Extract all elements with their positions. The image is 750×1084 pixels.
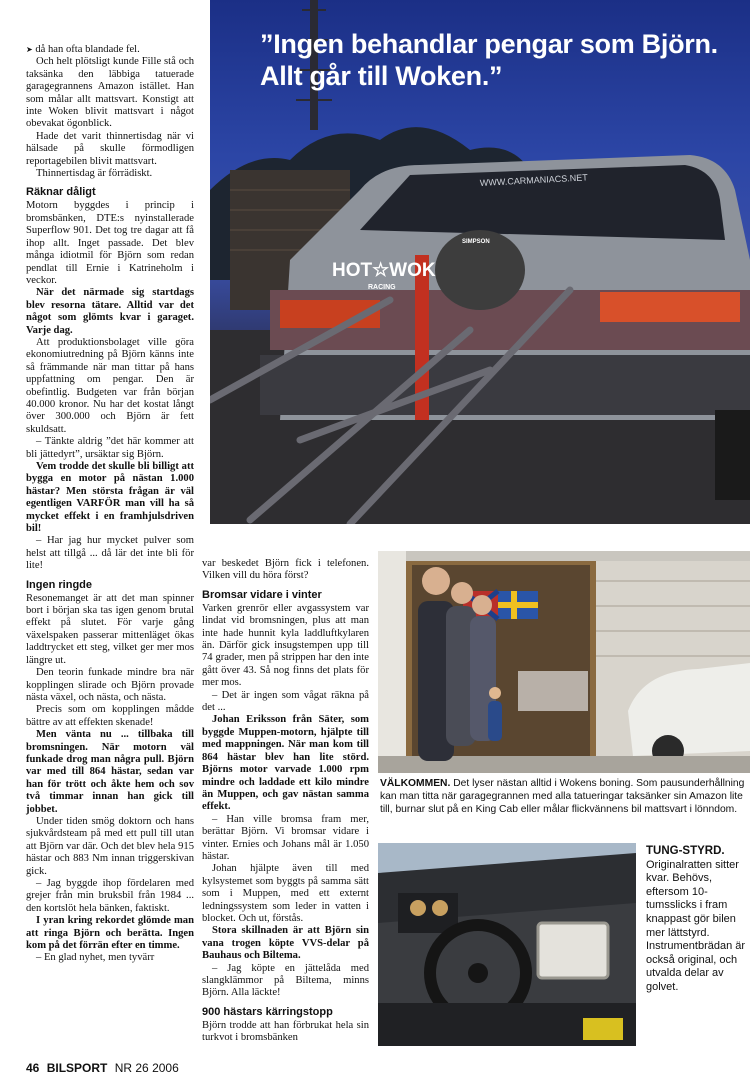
issue-label: NR 26 2006 xyxy=(114,1061,179,1075)
caption-heading: TUNG-STYRD. xyxy=(646,845,725,857)
paragraph: Varken grenrör eller avgassystem var lindat vid bromsningen, plus att man inte hade hunnit kyla laddluftkylaren än. Därför gick insugstempen upp till 74 grader, men på strippen har den inte gått över 43. Så nog finns det plats för mer mos. xyxy=(202,602,369,689)
column1-lead-text: då han ofta blandade fel. xyxy=(35,44,140,55)
paragraph-bold: Men vänta nu ... tillbaka till bromsningen. När motorn väl funkade drog man några pull. Björn var med till 864 hästar, sedan var han för trött och åkte hem och sov två timmar innan han gick till jobbet. xyxy=(26,729,194,815)
interior-photo xyxy=(378,843,636,1046)
paragraph-bold: I yran kring rekordet glömde man att ringa Björn och berätta. Ingen kom på det förrän efter en timme. xyxy=(26,915,194,952)
paragraph: Precis som om kopplingen mådde bättre av att effekten skenade! xyxy=(26,704,194,728)
section-heading-karringstopp: 900 hästars kärringstopp xyxy=(202,1005,333,1018)
paragraph-bold: Johan Eriksson från Säter, som byggde Muppen-motorn, hjälpte till med mappningen. När man kom till 864 hästar blev han lite störd. Björns motor varvade 1.000 rpm mindre och laddade ett kilo mindre än Muppen, och gav nästan samma effekt. xyxy=(202,714,369,813)
continuation-arrow-icon: ➤ xyxy=(26,45,33,54)
paragraph: – Har jag hur mycket pulver som helst att tillgå ... då lär det inte bli för lite! xyxy=(26,535,194,572)
windshield-url-decal: WWW.CARMANIACS.NET xyxy=(479,172,588,188)
paragraph-bold: Stora skillnaden är att Björn sin vana trogen köpte VVS-delar på Bauhaus och Biltema. xyxy=(202,925,369,962)
racing-decal: RACING xyxy=(368,284,396,291)
paragraph: Och helt plötsligt kunde Fille stå och taksänka den läbbiga tatuerade garagegrannens Amazon istället. Han som målar allt mattsvart. Konstigt att inte Woken blivit mattsvart i något obevakat ögonblick. xyxy=(26,56,194,130)
article-column-2 xyxy=(202,558,369,1045)
paragraph: – Det är ingen som vågat räkna på det ... xyxy=(202,689,369,714)
simpson-sticker: SIMPSON xyxy=(462,239,490,245)
paragraph-bold: När det närmade sig startdags blev resorna tätare. Alltid var det något som glömts kvar i garaget. Varje dag. xyxy=(26,287,194,336)
caption-text: Originalratten sitter kvar. Behövs, eftersom 10-tumsslicks i fram knappast gör bilen mer lättstyrd. Instrumentbrädan är också original, och utvalda delar av golvet. xyxy=(646,858,746,993)
paragraph: Hade det varit thinnertisdag när vi hälsade på skulle förmodligen reportagebilen blivit mattsvart. xyxy=(26,130,194,167)
caption-lead: VÄLKOMMEN. xyxy=(380,778,451,789)
paragraph: Johan hjälpte även till med kylsystemet som byggts på samma sätt som i Muppen, med ett externt ledningssystem som leder in vatten i blocket. Och ut, förstås. xyxy=(202,863,369,924)
paragraph-bold: Vem trodde det skulle bli billigt att bygga en motor på nästan 1.000 hästar? Men största frågan är väl egentligen VARFÖR man vill ha så mycket effekt i en framhjulsdriven bil! xyxy=(26,461,194,535)
paragraph: – Tänkte aldrig ”det här kommer att bli jättedyrt”, ursäktar sig Björn. xyxy=(26,436,194,460)
garage-photo xyxy=(378,551,750,773)
garage-photo-caption xyxy=(380,777,746,816)
page-number: 46 xyxy=(26,1061,40,1075)
column1-lead xyxy=(26,44,194,56)
interior-photo-illustration xyxy=(378,843,636,1046)
interior-photo-caption xyxy=(646,845,746,995)
paragraph: Den teorin funkade mindre bra när kopplingen slirade och Björn provade nästa växel, och nästa, och nästa. xyxy=(26,667,194,703)
pull-quote: ”Ingen behandlar pengar som Björn. Allt går till Woken.” xyxy=(260,29,718,91)
paragraph: – Jag byggde ihop fördelaren med grejer från min bruksbil från 1984 ... den kortslöt hela bänken, faktiskt. xyxy=(26,878,194,914)
hotwok-decal: HOT☆WOK xyxy=(332,260,436,281)
paragraph: Att produktionsbolaget ville göra ekonomiutredning på Björn känns inte så främmande när man tittar på hans uppfattning om pengar. Den är obefintlig. Budgeten var från början 40.000 kronor. Nu har det kostat långt över 300.000 och Björn är fett skuldsatt. xyxy=(26,336,194,435)
section-heading-bromsar-vidare: Bromsar vidare i vinter xyxy=(202,588,322,601)
paragraph: Thinnertisdag är förrädiskt. xyxy=(36,168,153,180)
paragraph: Motorn byggdes i princip i bromsbänken, DTE:s nyinstallerade Superflow 901. Det tog tre dagar att få ihop allt. Inget passade. Det blev många idiotmil för Björn som redan pendlat till Ernie i Katrineholm i veckor. xyxy=(26,200,194,286)
paragraph: – En glad nyhet, men tyvärr xyxy=(36,952,155,964)
paragraph: Björn trodde att han förbrukat hela sin turkvot i bromsbänken xyxy=(202,1019,369,1044)
magazine-name: BILSPORT xyxy=(46,1061,108,1075)
paragraph: Resonemanget är att det man spinner bort i början ska tas igen genom brutal effekt på slutet. För varje gång växelspaken passerar mittenläget ökas laddtrycket ett steg, vilket ger mer mos längre ut. xyxy=(26,592,194,666)
paragraph: var beskedet Björn fick i telefonen. Vilken vill du höra först? xyxy=(202,558,369,582)
paragraph: Under tiden smög doktorn och hans sjukvårdsteam på med ett pull till utan att Björn var där. Och det blev hela 915 hästar och 883 Nm innan triggerskivan gick. xyxy=(26,815,194,877)
paragraph: – Jag köpte en jättelåda med slangklämmor på Biltema, minns Björn. Alla läckte! xyxy=(202,962,369,999)
article-column-1 xyxy=(26,44,194,965)
page-footer xyxy=(26,1061,179,1075)
garage-photo-illustration xyxy=(378,551,750,773)
paragraph: – Han ville bromsa fram mer, berättar Björn. Vi bromsar vidare i vinter. Ernies och Johans mål är 1.050 hästar. xyxy=(202,813,369,862)
section-heading-ingen-ringde: Ingen ringde xyxy=(26,578,92,591)
section-heading-raknar-daligt: Räknar dåligt xyxy=(26,186,96,199)
caption-text: Det lyser nästan alltid i Wokens boning. Som pausunderhållning kan man titta när garagegrannen med alla tatueringar taksänker sin Amazon lite till, burnar slut på en King Cab eller målar flickvännens bil mattsvart i lönndom. xyxy=(380,778,745,815)
